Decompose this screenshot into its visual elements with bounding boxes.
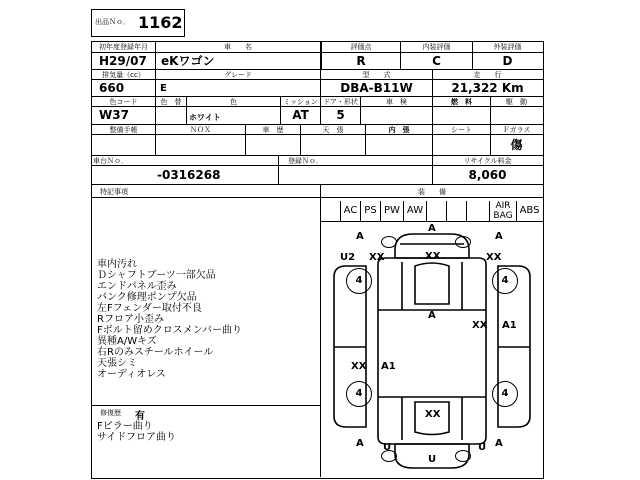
transmission-label: ミッション xyxy=(283,98,318,106)
tire-front-left-outer: 4 xyxy=(346,268,372,294)
grade-value: E xyxy=(160,83,167,94)
damage-mark: XX xyxy=(351,361,367,372)
remarks-label: 特記事項 xyxy=(100,188,128,196)
equipment-airbag: AIR BAG xyxy=(490,201,517,221)
equipment-abs: ABS xyxy=(519,205,540,216)
color-label: 色 xyxy=(230,98,237,106)
damage-mark: U2 xyxy=(340,252,356,263)
doors-label: ドア・形状 xyxy=(323,98,358,106)
damage-mark: U xyxy=(428,454,437,465)
damage-mark: XX xyxy=(425,251,441,262)
repair-label: 修復歴 xyxy=(100,409,121,417)
model-value: DBA-B11W xyxy=(340,81,413,95)
damage-mark: A xyxy=(428,223,436,234)
fuel-label: 燃 料 xyxy=(451,98,472,106)
damage-mark: A1 xyxy=(502,320,517,331)
equipment-ps: PS xyxy=(361,201,381,221)
damage-mark: XX xyxy=(472,320,488,331)
roof-label: 天 張 xyxy=(322,126,344,134)
lot-label: 出品Ｎｏ． xyxy=(95,18,130,26)
history-label: 車 歴 xyxy=(262,126,284,134)
lot-number-box xyxy=(91,9,185,37)
color-value: ホワイト xyxy=(189,113,221,122)
damage-mark: A1 xyxy=(381,361,396,372)
recycle-label: リサイクル料金 xyxy=(463,157,512,165)
remark-item: Fボルト留めクロスメンバー曲り xyxy=(97,325,243,336)
repair-note: Fピラー曲り xyxy=(97,421,153,432)
damage-mark: U xyxy=(478,442,487,453)
recycle-value: 8,060 xyxy=(468,168,507,182)
remark-item: 右Rのみスチールホイール xyxy=(97,347,214,358)
f-glass-label: Ｆガラス xyxy=(502,126,531,134)
damage-mark: XX xyxy=(486,252,502,263)
exterior-score-label: 外装評価 xyxy=(493,43,522,51)
transmission-value: AT xyxy=(292,108,309,122)
equipment-empty-2 xyxy=(447,201,467,221)
color-change-label: 色 替 xyxy=(160,98,182,106)
score-value: R xyxy=(356,54,366,68)
remark-item: 車内汚れ xyxy=(97,259,137,270)
damage-mark: A xyxy=(495,438,503,449)
damage-mark: U xyxy=(383,442,392,453)
seat-label: シート xyxy=(451,126,472,134)
f-glass-value: 傷 xyxy=(510,138,523,152)
tire-rear-left-outer: 4 xyxy=(346,381,372,407)
equipment-aw: AW xyxy=(404,201,427,221)
damage-mark: XX xyxy=(425,409,441,420)
equipment-ac: AC xyxy=(341,201,361,221)
damage-mark: A xyxy=(356,438,364,449)
lot-number: 1162 xyxy=(138,13,183,32)
remark-item: 左Fフェンダー取付不良 xyxy=(97,303,202,314)
equipment-empty-3 xyxy=(467,201,490,221)
tire-front-right xyxy=(455,236,471,248)
tire-front-right-outer: 4 xyxy=(492,268,518,294)
car-name-label: 車 名 xyxy=(224,43,252,51)
exterior-score-value: D xyxy=(502,54,513,68)
mileage-value: 21,322 Km xyxy=(451,81,524,95)
manual-label: 整備手帳 xyxy=(109,126,138,134)
car-name-value: eKワゴン xyxy=(161,54,215,68)
inspection-label: 車 検 xyxy=(386,98,407,106)
tire-rear-right xyxy=(455,450,471,462)
displacement-label: 排気量（cc） xyxy=(102,71,145,79)
chassis-label: 車台Ｎｏ． xyxy=(93,157,128,165)
damage-mark: A xyxy=(428,310,436,321)
interior-score-value: C xyxy=(432,54,441,68)
mileage-label: 走 行 xyxy=(473,71,502,79)
equipment-pw: PW xyxy=(381,201,404,221)
damage-mark: A xyxy=(495,231,503,242)
remark-item: 天張シミ xyxy=(97,358,137,369)
first-reg-value: H29/07 xyxy=(99,54,147,68)
equipment-blank xyxy=(321,201,341,221)
interior-label: 内 張 xyxy=(388,126,410,134)
damage-mark: A xyxy=(356,231,364,242)
color-code-value: W37 xyxy=(99,108,129,122)
color-code-label: 色コード xyxy=(109,98,138,106)
equipment-label: 装 備 xyxy=(418,188,446,196)
remark-item: エンドパネル歪み xyxy=(97,281,177,292)
displacement-value: 660 xyxy=(99,81,125,95)
remark-item: 異種A/Wキズ xyxy=(97,336,157,347)
remark-item: パンク修理ポンプ欠品 xyxy=(97,292,197,303)
damage-mark: XX xyxy=(369,252,385,263)
grade-label: グレード xyxy=(224,71,252,79)
remark-item: Ｄシャフトブーツ一部欠品 xyxy=(97,270,216,281)
chassis-value: -0316268 xyxy=(157,168,221,182)
drive-label: 駆 動 xyxy=(506,98,527,106)
nox-label: ＮＯＸ xyxy=(190,126,211,134)
equipment-empty-1 xyxy=(427,201,447,221)
registration-label: 登録Ｎｏ． xyxy=(288,157,323,165)
tire-front-left xyxy=(381,236,397,248)
model-label: 型 式 xyxy=(362,71,391,79)
doors-value: 5 xyxy=(336,108,345,122)
first-reg-label: 初年度登録年月 xyxy=(99,43,148,51)
tire-rear-right-outer: 4 xyxy=(492,381,518,407)
remark-item: Rフロア小歪み xyxy=(97,314,164,325)
score-label: 評価点 xyxy=(350,43,372,51)
repair-value: 有 xyxy=(135,411,145,422)
remark-item: オーディオレス xyxy=(97,369,166,380)
interior-score-label: 内装評価 xyxy=(422,43,451,51)
repair-note: サイドフロア曲り xyxy=(97,432,176,443)
